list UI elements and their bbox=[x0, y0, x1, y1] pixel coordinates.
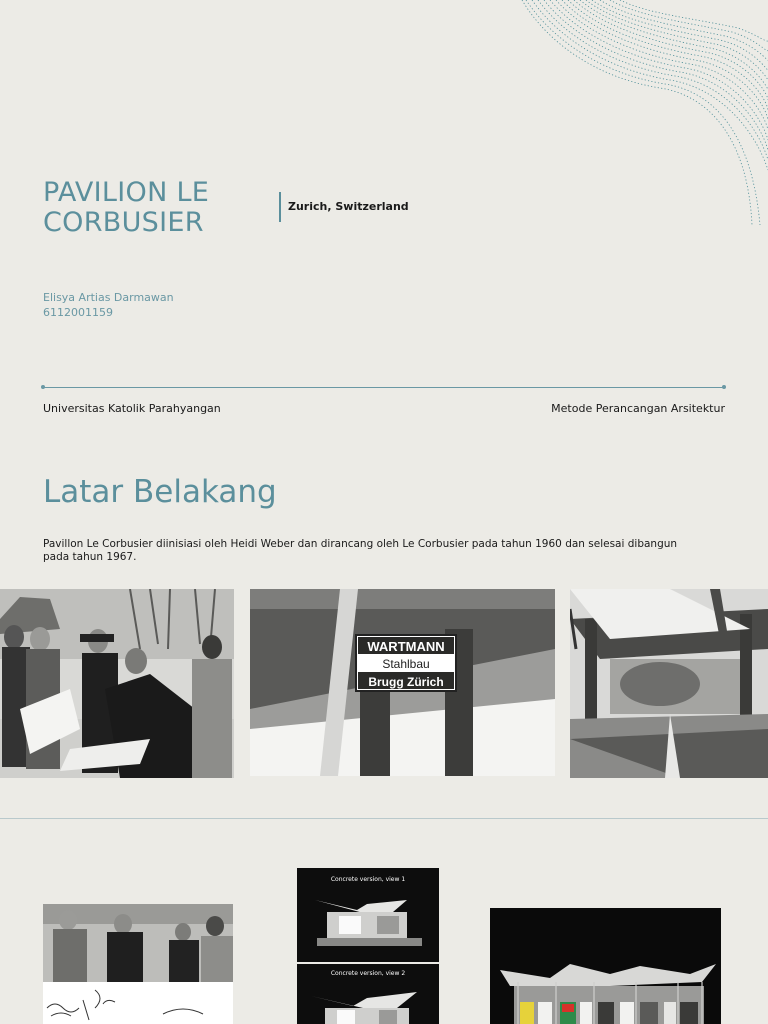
sign-text-line3: Brugg Zürich bbox=[368, 675, 444, 689]
university-label: Universitas Katolik Parahyangan bbox=[43, 402, 221, 415]
model-view-2 bbox=[297, 964, 439, 1024]
photo-people-plans bbox=[0, 589, 234, 778]
dotted-wave-decoration bbox=[520, 0, 768, 225]
location-label: Zurich, Switzerland bbox=[288, 200, 409, 213]
cover-rule bbox=[43, 387, 725, 388]
author-name: Elisya Artias Darmawan bbox=[43, 291, 174, 304]
sign-text-line1: WARTMANN bbox=[367, 639, 445, 654]
photo-steel-sign bbox=[250, 589, 555, 776]
photo-concrete-models bbox=[297, 868, 439, 1024]
section-title: Latar Belakang bbox=[43, 474, 277, 510]
photo-group-sketch bbox=[43, 904, 233, 1024]
section-divider bbox=[0, 818, 768, 819]
rule-dot-right bbox=[722, 385, 726, 389]
section-paragraph: Pavillon Le Corbusier diinisiasi oleh Heidi Weber dan dirancang oleh Le Corbusier pada tahun 1960 dan selesai dibangun pada tahun 1967. bbox=[43, 538, 678, 563]
rule-dot-left bbox=[41, 385, 45, 389]
sign-text-line2: Stahlbau bbox=[382, 657, 430, 671]
author-id: 6112001159 bbox=[43, 306, 113, 319]
photo-roof-structure bbox=[570, 589, 768, 778]
course-label: Metode Perancangan Arsitektur bbox=[551, 402, 725, 415]
model-caption-2: Concrete version, view 2 bbox=[330, 970, 406, 977]
author-block bbox=[43, 290, 174, 320]
model-view-1 bbox=[297, 868, 439, 962]
model-caption-1: Concrete version, view 1 bbox=[330, 876, 406, 883]
document-title: PAVILION LE CORBUSIER bbox=[43, 177, 210, 238]
title-divider bbox=[279, 192, 281, 222]
photo-color-model bbox=[490, 908, 721, 1024]
